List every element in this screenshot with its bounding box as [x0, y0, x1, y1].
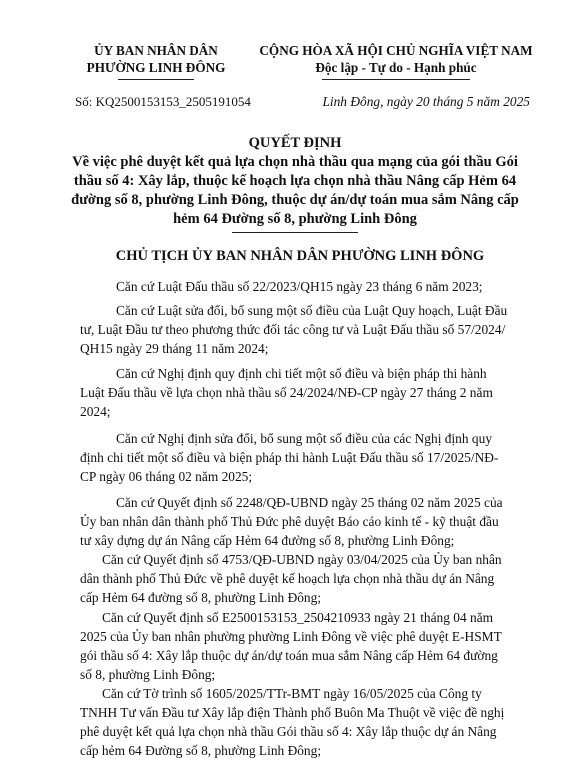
- paragraph-line: cấp Hẻm 64 đường số 8, phường Linh Đông;: [80, 590, 322, 605]
- issuer-name: [72, 42, 240, 76]
- paragraph-line: dân thành phố Thủ Đức về phê duyệt kế hoạch lựa chọn nhà thầu dự án Nâng: [80, 571, 495, 586]
- paragraph-line: Căn cứ Luật sửa đổi, bổ sung một số điều của Luật Quy hoạch, Luật Đầu: [116, 303, 508, 318]
- paragraph-line: định chi tiết một số điều và biện pháp thi hành Luật Đấu thầu số 17/2025/NĐ-: [80, 450, 499, 465]
- paragraph-line: Căn cứ Luật Đấu thầu số 22/2023/QH15 ngày 23 tháng 6 năm 2023;: [116, 279, 483, 294]
- paragraph-line: CP ngày 06 tháng 02 năm 2025;: [80, 469, 253, 484]
- legal-basis-paragraph: [80, 684, 537, 760]
- national-motto: [250, 42, 542, 76]
- title-underline: [232, 232, 358, 233]
- paragraph-line: Căn cứ Quyết định số E2500153153_2504210933 ngày 21 tháng 04 năm: [102, 610, 494, 625]
- paragraph-line: 2024;: [80, 404, 111, 419]
- paragraph-line: Căn cứ Nghị định quy định chi tiết một số điều và biện pháp thi hành: [116, 366, 487, 381]
- country-name: CỘNG HÒA XÃ HỘI CHỦ NGHĨA VIỆT NAM: [259, 43, 533, 58]
- subject-line: hẻm 64 Đường số 8, phường Linh Đông: [173, 211, 417, 227]
- paragraph-line: TNHH Tư vấn Đầu tư Xây lắp điện Thành phố Buôn Ma Thuột về việc đề nghị: [80, 705, 505, 720]
- legal-basis-paragraph: [80, 364, 537, 421]
- authority-heading: CHỦ TỊCH ỦY BAN NHÂN DÂN PHƯỜNG LINH ĐÔNG: [115, 248, 485, 264]
- paragraph-line: Căn cứ Quyết định số 4753/QĐ-UBND ngày 03/04/2025 của Ủy ban nhân: [102, 552, 502, 567]
- date-place: Linh Đông, ngày 20 tháng 5 năm 2025: [322, 94, 530, 109]
- decision-subject: [60, 153, 530, 229]
- paragraph-line: phê duyệt kết quả lựa chọn nhà thầu Gói thầu số 4: Xây lắp thuộc dự án Nâng: [80, 724, 497, 739]
- legal-basis-paragraph: [80, 493, 537, 550]
- legal-basis-paragraph: [80, 550, 537, 607]
- subject-line: Về việc phê duyệt kết quả lựa chọn nhà thầu qua mạng của gói thầu Gói: [72, 154, 518, 170]
- subject-line: đường số 8, phường Linh Đông, thuộc dự án/dự toán mua sắm Nâng cấp: [71, 192, 519, 208]
- paragraph-line: gói thầu số 4: Xây lắp thuộc dự án/dự toán mua sắm Nâng cấp Hẻm 64 đường: [80, 648, 498, 663]
- decision-heading: QUYẾT ĐỊNH: [248, 135, 342, 151]
- paragraph-line: cấp hẻm 64 Đường số 8, phường Linh Đông;: [80, 743, 322, 758]
- paragraph-line: tư, Luật Đầu tư theo phương thức đối tác công tư và Luật Đấu thầu số 57/2024/: [80, 322, 506, 337]
- document-number: Số: KQ2500153153_2505191054: [75, 94, 251, 109]
- paragraph-line: Căn cứ Nghị định sửa đổi, bổ sung một số điều của các Nghị định quy: [116, 431, 493, 446]
- legal-basis-paragraph: [80, 301, 537, 358]
- motto-underline: [322, 79, 470, 80]
- paragraph-line: Ủy ban nhân dân thành phố Thủ Đức phê duyệt Báo cáo kinh tế - kỹ thuật đầu: [80, 514, 499, 529]
- paragraph-line: 2025 của Ủy ban nhân phường phường Linh Đông về việc phê duyệt E-HSMT: [80, 629, 502, 644]
- subject-line: thầu số 4: Xây lắp, thuộc kế hoạch lựa chọn nhà thầu Nâng cấp Hẻm 64: [73, 173, 517, 189]
- paragraph-line: tư xây dựng dự án Nâng cấp Hẻm 64 đường số 8, phường Linh Đông;: [80, 533, 455, 548]
- legal-basis-paragraph: [80, 277, 537, 296]
- legal-basis-paragraph: [80, 429, 537, 486]
- paragraph-line: Luật Đấu thầu về lựa chọn nhà thầu số 24/2024/NĐ-CP ngày 27 tháng 2 năm: [80, 385, 493, 400]
- paragraph-line: Căn cứ Tờ trình số 1605/2025/TTr-BMT ngày 16/05/2025 của Công ty: [102, 686, 482, 701]
- legal-basis-paragraph: [80, 608, 537, 684]
- motto-line: Độc lập - Tự do - Hạnh phúc: [315, 60, 477, 75]
- paragraph-line: số 8, phường Linh Đông;: [80, 667, 216, 682]
- paragraph-line: QH15 ngày 29 tháng 11 năm 2024;: [80, 341, 269, 356]
- issuer-underline: [118, 79, 194, 80]
- issuer-line-2: PHƯỜNG LINH ĐÔNG: [86, 60, 226, 75]
- paragraph-line: Căn cứ Quyết định số 2248/QĐ-UBND ngày 25 tháng 02 năm 2025 của: [116, 495, 503, 510]
- issuer-line-1: ỦY BAN NHÂN DÂN: [94, 43, 218, 58]
